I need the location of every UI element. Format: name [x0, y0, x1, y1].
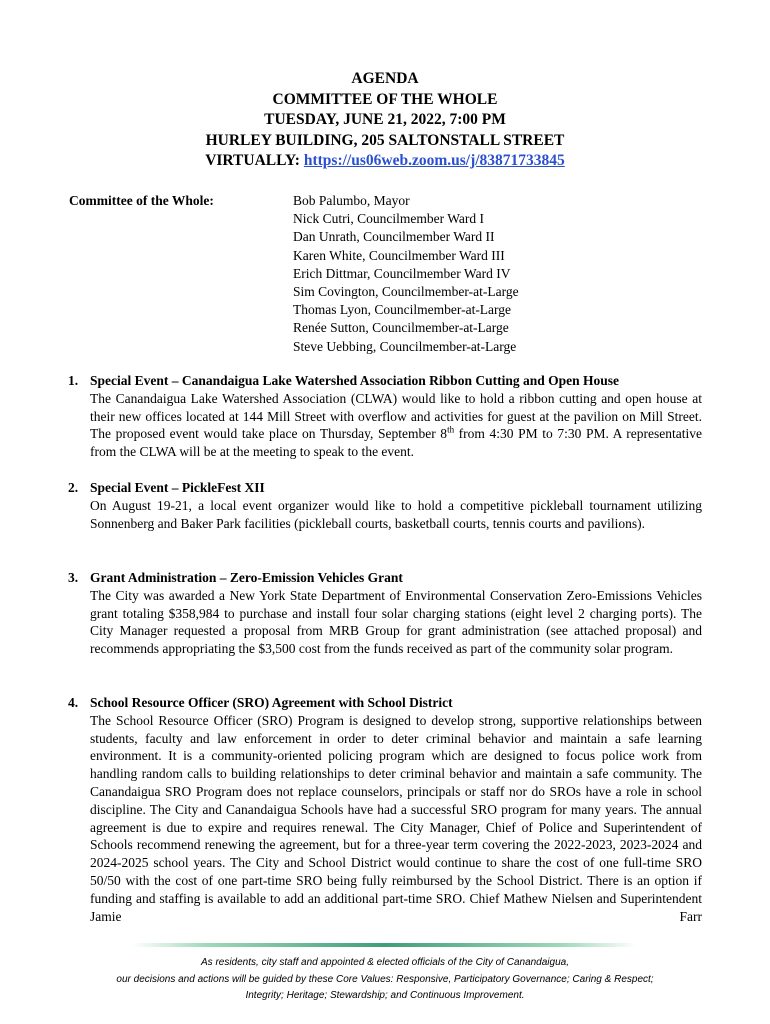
item-title: Grant Administration – Zero-Emission Vehicles Grant [90, 570, 403, 585]
member-item: Sim Covington, Councilmember-at-Large [293, 284, 519, 300]
core-values-footer [0, 955, 770, 1005]
footer-divider [132, 943, 637, 947]
item-number: 2. [68, 480, 79, 495]
header-title: AGENDA [351, 70, 419, 87]
footer-line: As residents, city staff and appointed & elected officials of the City of Canandaigua, [201, 957, 569, 968]
item-body: On August 19-21, a local event organizer would like to hold a competitive pickleball tournament utilizing Sonnenberg and Baker Park facilities (pickleball courts, basketball courts, tennis courts and pavilions). [90, 497, 702, 531]
member-item: Nick Cutri, Councilmember Ward I [293, 211, 484, 227]
member-item: Bob Palumbo, Mayor [293, 193, 410, 208]
member-item: Steve Uebbing, Councilmember-at-Large [293, 338, 517, 354]
member-item: Karen White, Councilmember Ward III [293, 247, 505, 263]
member-item: Dan Unrath, Councilmember Ward II [293, 229, 495, 245]
header-virtual [0, 151, 770, 172]
member-item: Renée Sutton, Councilmember-at-Large [293, 320, 509, 336]
virtual-label: VIRTUALLY: [205, 152, 300, 169]
item-title: School Resource Officer (SRO) Agreement with School District [90, 695, 453, 710]
agenda-header [0, 69, 770, 172]
header-committee: COMMITTEE OF THE WHOLE [272, 90, 498, 108]
footer-line: Integrity; Heritage; Stewardship; and Continuous Improvement. [245, 990, 525, 1001]
footer-line: our decisions and actions will be guided by these Core Values: Responsive, Participatory Governance; Caring & Respect; [116, 973, 654, 985]
item-body-text: The Canandaigua Lake Watershed Association (CLWA) would like to hold a ribbon cutting and open house at their new offices located at 144 Mill Street with overflow and activities for guest at the pavilion on Mill Street. The proposed event would take place on Thursday, September 8 [90, 390, 702, 442]
agenda-item-3 [68, 569, 702, 658]
header-location: HURLEY BUILDING, 205 SALTONSTALL STREET [205, 131, 565, 149]
item-title: Special Event – PickleFest XII [90, 480, 265, 495]
member-item: Erich Dittmar, Councilmember Ward IV [293, 265, 511, 281]
agenda-item-4 [68, 694, 702, 925]
item-number: 1. [68, 373, 79, 388]
zoom-link[interactable]: https://us06web.zoom.us/j/83871733845 [303, 152, 565, 169]
committee-label: Committee of the Whole: [69, 193, 214, 208]
item-body-text: from 4:30 PM to 7:30 PM. A representative from the CLWA will be at the meeting to speak to the event. [90, 426, 702, 460]
item-number: 3. [68, 570, 79, 585]
agenda-item-1 [68, 372, 702, 461]
item-body [90, 390, 702, 461]
item-body: The City was awarded a New York State Department of Environmental Conservation Zero-Emissions Vehicles grant totaling $358,984 to purchase and install four solar charging stations (eight level 2 charging ports). The City Manager requested a proposal from MRB Group for grant administration (see attached proposal) and recommends appropriating the $3,500 cost from the funds received as part of the community solar program. [90, 587, 702, 657]
item-body-superscript: th [447, 424, 455, 435]
agenda-item-2 [68, 479, 702, 532]
member-list [293, 192, 519, 356]
header-date: TUESDAY, JUNE 21, 2022, 7:00 PM [264, 111, 506, 128]
member-item: Thomas Lyon, Councilmember-at-Large [293, 302, 512, 318]
item-number: 4. [68, 695, 79, 710]
item-body: The School Resource Officer (SRO) Program is designed to develop strong, supportive relationships between students, faculty and law enforcement in order to deter criminal behavior and maintain a safe learning environment. It is a community-oriented policing program which are designed to focus police work from handling random calls to building relationships to deter criminal behavior and maintain a safe community. The Canandaigua SRO Program does not replace counselors, principals or staff nor do SROs have a role in school discipline. The City and Canandaigua Schools have had a successful SRO program for many years. The annual agreement is due to expire and requires renewal. The City Manager, Chief of Police and Superintendent of Schools recommend renewing the agreement, but for a three-year term covering the 2022-2023, 2023-2024 and 2024-2025 school years. The City and School District would continue to share the cost of one full-time SRO 50/50 with the cost of one part-time SRO being fully reimbursed by the School District. There is an option if funding and staffing is available to add an additional part-time SRO. Chief Mathew Nielsen and Superintendent Jamie Farr [90, 712, 702, 924]
item-title: Special Event – Canandaigua Lake Watershed Association Ribbon Cutting and Open House [90, 373, 619, 388]
